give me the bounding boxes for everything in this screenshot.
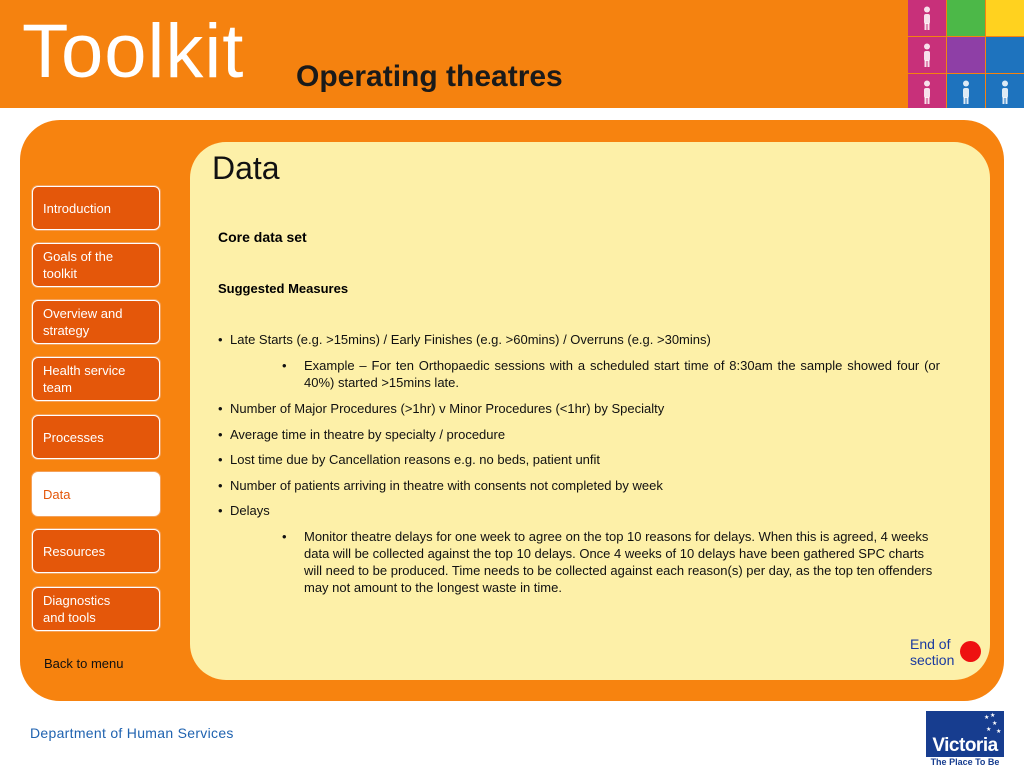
suggested-measures-heading: Suggested Measures — [218, 281, 349, 296]
nav-label: Goals of the toolkit — [43, 249, 114, 281]
nav-label: Data — [43, 486, 71, 502]
header-divider — [0, 108, 1024, 111]
tile — [947, 0, 985, 36]
bullet-text: Number of patients arriving in theatre with consents not completed by week — [230, 478, 663, 493]
nav-overview-button[interactable] — [32, 300, 160, 344]
section-title: Data — [212, 150, 280, 186]
nav-label: Processes — [43, 429, 104, 445]
star-icon: ★ — [986, 727, 992, 733]
nav-label: Diagnostics and tools — [43, 593, 111, 625]
core-data-heading: Core data set — [218, 229, 307, 245]
tile-person-icon — [908, 0, 946, 36]
bullet-text: Example – For ten Orthopaedic sessions with a scheduled start time of 8:30am the sample showed four (or 40%) started >15mins late. — [304, 358, 940, 390]
bullet-dot: • — [218, 478, 223, 493]
logo-word: Victoria — [932, 735, 998, 756]
header-bar — [0, 0, 1024, 110]
tile-person-icon — [986, 74, 1024, 110]
nav-resources-button[interactable] — [32, 529, 160, 573]
bullet-dot: • — [218, 452, 223, 467]
bullet-text: Average time in theatre by specialty / procedure — [230, 427, 506, 442]
bullet-text: Lost time due by Cancellation reasons e.g. no beds, patient unfit — [230, 452, 601, 467]
bullet-dot: • — [282, 358, 287, 373]
tile-person-icon — [908, 37, 946, 73]
brand-title: Toolkit — [22, 9, 245, 94]
bullet-text: Number of Major Procedures (>1hr) v Minor Procedures (<1hr) by Specialty — [230, 401, 665, 416]
bullet-dot: • — [282, 529, 287, 544]
tile-person-icon — [947, 74, 985, 110]
bullet-text: Monitor theatre delays for one week to agree on the top 10 reasons for delays. When this is agreed, 4 weeks data will be collected against the top 10 delays. Once 4 weeks of 10 delays have been gathered SPC charts will need to be produced. Time needs to be collected against each reason(s) per day, as the top ten offenders may not amount to the longest waste in time. — [304, 529, 933, 595]
star-icon: ★ — [984, 715, 990, 721]
star-icon: ★ — [990, 713, 996, 719]
victoria-logo — [926, 711, 1004, 768]
back-to-menu-link[interactable]: Back to menu — [44, 656, 124, 671]
tile-person-icon — [908, 74, 946, 110]
star-icon: ★ — [996, 729, 1002, 735]
nav-processes-button[interactable] — [32, 415, 160, 459]
nav-label: Resources — [43, 543, 106, 559]
bullet-dot: • — [218, 503, 223, 518]
end-of-section-button[interactable] — [960, 641, 981, 662]
nav-diagnostics-button[interactable] — [32, 587, 160, 631]
header-color-tiles — [908, 0, 1024, 110]
person-icon — [922, 80, 932, 104]
tile — [947, 37, 985, 73]
person-icon — [922, 6, 932, 30]
header-subtitle: Operating theatres — [296, 60, 563, 93]
nav-label: Health service team — [43, 363, 126, 395]
nav-label: Overview and strategy — [43, 306, 123, 338]
bullet-dot: • — [218, 427, 223, 442]
nav-introduction-button[interactable] — [32, 186, 160, 230]
nav-health-service-team-button[interactable] — [32, 357, 160, 401]
star-icon: ★ — [992, 721, 998, 727]
bullet-text: Delays — [230, 503, 270, 518]
tile — [986, 0, 1024, 36]
bullet-dot: • — [218, 332, 223, 347]
tile — [986, 37, 1024, 73]
nav-goals-button[interactable] — [32, 243, 160, 287]
end-of-section-label: End of section — [910, 636, 955, 668]
person-icon — [922, 43, 932, 67]
bullet-text: Late Starts (e.g. >15mins) / Early Finishes (e.g. >60mins) / Overruns (e.g. >30mins) — [230, 332, 711, 347]
person-icon — [961, 80, 971, 104]
bullet-dot: • — [218, 401, 223, 416]
nav-data-button[interactable] — [32, 472, 160, 516]
department-label: Department of Human Services — [30, 725, 234, 741]
person-icon — [1000, 80, 1010, 104]
logo-tagline: The Place To Be — [926, 757, 1004, 768]
nav-label: Introduction — [43, 200, 111, 216]
